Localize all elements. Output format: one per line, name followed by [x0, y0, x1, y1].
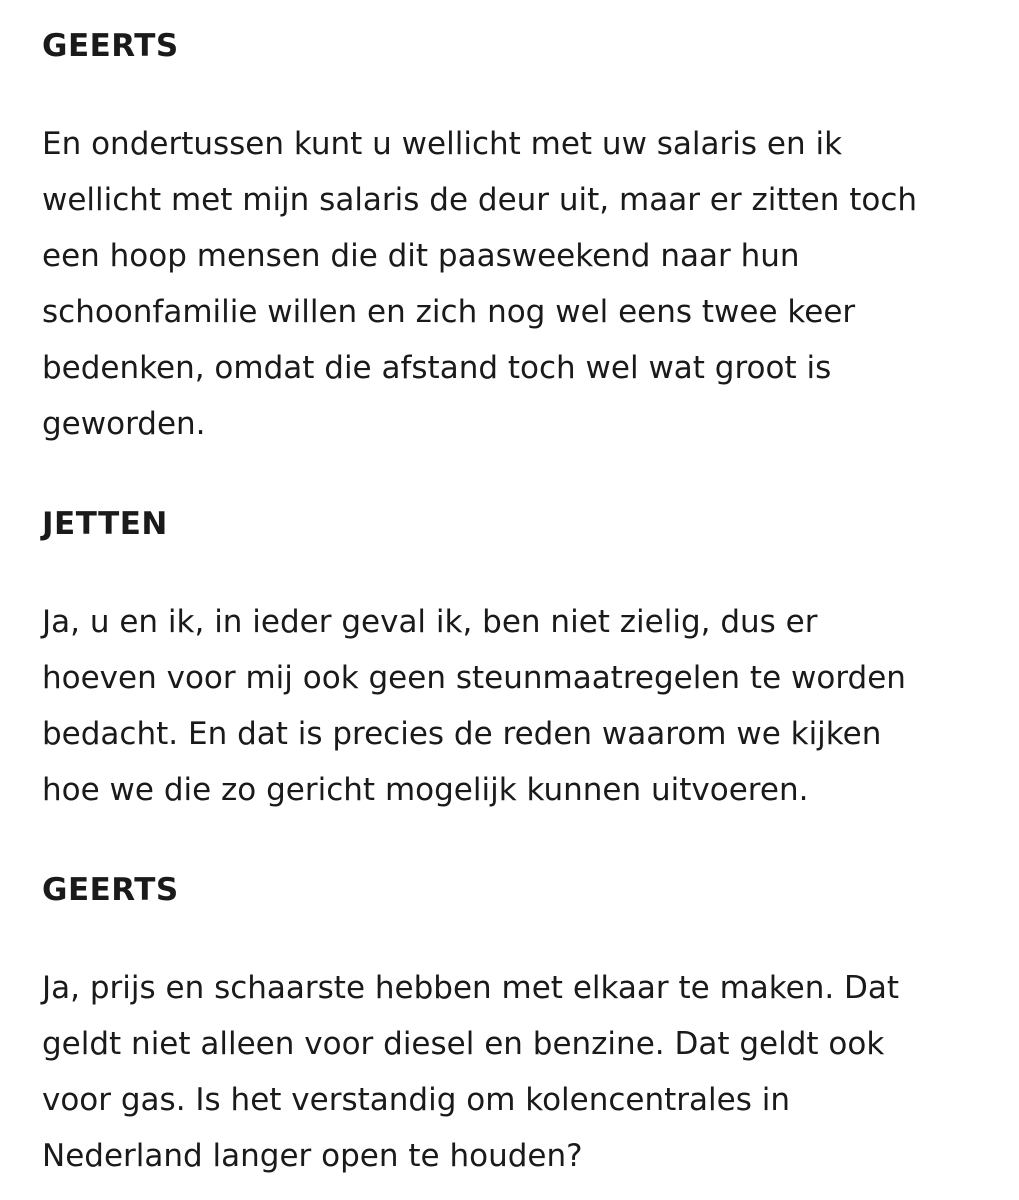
speech-line: bedenken, omdat die afstand toch wel wat groot is [42, 350, 832, 386]
speech-line: bedacht. En dat is precies de reden waarom we kijken [42, 716, 882, 752]
speech-line: Ja, u en ik, in ieder geval ik, ben niet zielig, dus er [42, 604, 818, 640]
speaker-name: GEERTS [42, 28, 179, 64]
speech-line: wellicht met mijn salaris de deur uit, maar er zitten toch [42, 182, 918, 218]
speech-line: Nederland langer open te houden? [42, 1138, 583, 1174]
speech-line: geworden. [42, 406, 206, 442]
speech-line: voor gas. Is het verstandig om kolencentrales in [42, 1082, 790, 1118]
speech-line: een hoop mensen die dit paasweekend naar hun [42, 238, 800, 274]
speech-line: hoeven voor mij ook geen steunmaatregelen te worden [42, 660, 906, 696]
speech-line: Ja, prijs en schaarste hebben met elkaar te maken. Dat [42, 970, 900, 1006]
speech-line: geldt niet alleen voor diesel en benzine. Dat geldt ook [42, 1026, 885, 1062]
speech-line: hoe we die zo gericht mogelijk kunnen uitvoeren. [42, 772, 809, 808]
speech-line: En ondertussen kunt u wellicht met uw salaris en ik [42, 126, 843, 162]
speaker-name: GEERTS [42, 872, 179, 908]
speaker-name: JETTEN [42, 506, 168, 542]
speech-line: schoonfamilie willen en zich nog wel eens twee keer [42, 294, 856, 330]
